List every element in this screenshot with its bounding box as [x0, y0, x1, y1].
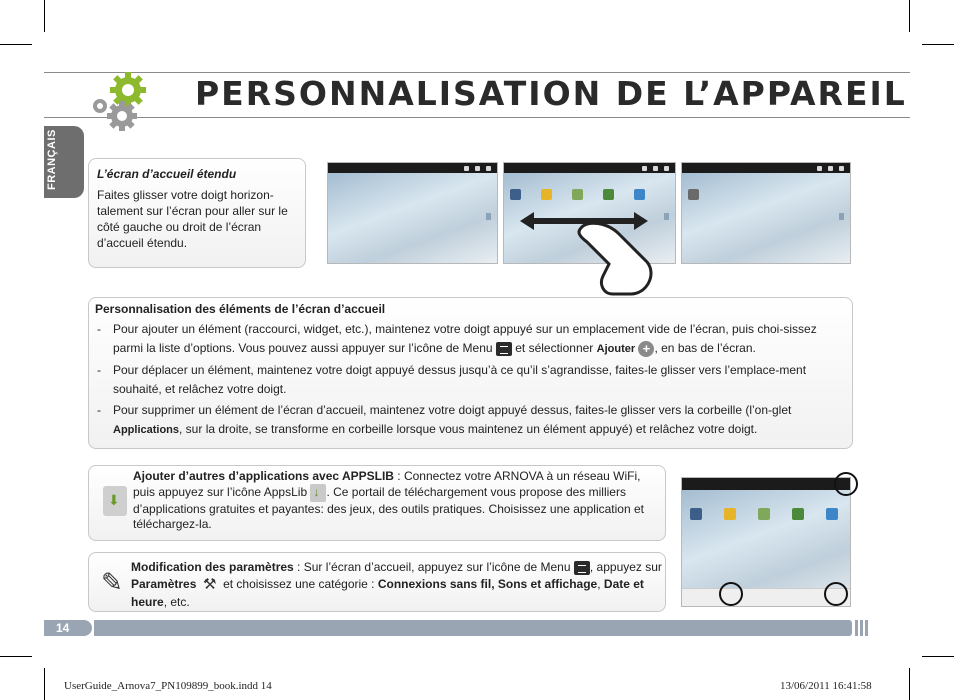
screenshot-left-home: [327, 162, 498, 264]
extended-home-text: Faites glisser votre doigt horizon-talement sur l’écran pour aller sur le côté gauche ou droit de l’écran d’accueil étendu.: [97, 188, 288, 250]
crop-mark: [909, 0, 910, 32]
crop-mark: [44, 0, 45, 32]
crop-mark: [922, 44, 954, 45]
settings-box: [88, 552, 666, 612]
highlight-circle: [719, 582, 743, 606]
crop-mark: [909, 668, 910, 700]
customize-home-box: [88, 297, 853, 449]
menu-icon: [496, 342, 512, 356]
customize-heading: Personnalisation des éléments de l’écran d’accueil: [95, 302, 386, 316]
language-tab: [44, 126, 84, 198]
settings-text-b: , appuyez sur: [589, 560, 662, 574]
finger-icon: [573, 218, 655, 298]
crop-mark: [0, 44, 32, 45]
page-title: PERSONNALISATION DE L’APPAREIL: [195, 74, 907, 113]
highlight-circle: [824, 582, 848, 606]
appslib-icon: [310, 484, 326, 502]
appslib-bold: Ajouter d’autres d’applications avec APPSLIB: [133, 469, 394, 483]
list-item-text: , en bas de l’écran.: [654, 341, 756, 355]
settings-bold4: Date et heure: [131, 577, 644, 609]
slug-left: UserGuide_Arnova7_PN109899_book.indd 14: [64, 680, 272, 692]
settings-icon: ⚒: [203, 576, 217, 593]
screenshot-right-home: [681, 162, 851, 264]
crop-mark: [0, 656, 32, 657]
appslib-text-a: : Connectez votre ARNOVA à un réseau WiFi, puis appuyez sur l’icône AppsLib: [133, 469, 641, 500]
settings-text-d: , etc.: [163, 595, 190, 609]
appslib-text-b: . Ce portail de téléchargement vous propose des milliers d’applications gratuites et payantes: des jeux, des outils pratiques. Choisissez une application et téléchargez-la.: [133, 485, 644, 531]
list-item-text: et sélectionner: [515, 341, 594, 355]
footer-bar: [94, 620, 852, 636]
tools-icon: ✎: [101, 567, 123, 597]
settings-bold: Modification des paramètres: [131, 560, 294, 574]
applications-label: Applications: [113, 424, 180, 436]
appslib-text: [133, 469, 665, 532]
settings-bold3: Connexions sans fil, Sons et affichage: [377, 577, 598, 592]
list-item-text: Pour ajouter un élément (raccourci, widget, etc.), maintenez votre doigt appuyé sur un emplacement vide de l’écran, puis choi-sissez parmi la liste d’options. Vous pouvez aussi appuyer sur l’icône de Menu: [113, 322, 817, 355]
customize-list: [97, 320, 839, 442]
settings-text-c: et choisissez une catégorie :: [223, 577, 378, 592]
list-item: [97, 320, 839, 359]
extended-home-box: [88, 158, 306, 268]
list-item-text: Pour supprimer un élément de l’écran d’accueil, maintenez votre doigt appuyé dessus, faites-le glisser vers la corbeille (l’on-glet: [113, 403, 792, 417]
settings-text-a: : Sur l’écran d’accueil, appuyez sur l’icône de Menu: [293, 560, 571, 574]
crop-mark: [44, 668, 45, 700]
add-label: Ajouter: [596, 343, 636, 355]
settings-sep: ,: [597, 577, 604, 592]
add-icon: +: [638, 341, 654, 357]
appslib-store-icon: [103, 486, 127, 516]
footer-decoration: [855, 620, 868, 636]
appslib-box: [88, 465, 666, 541]
list-item-text: Pour déplacer un élément, maintenez votre doigt appuyé dessus jusqu’à ce qu’il s’agrandisse, faites-le glisser vers l’emplace-ment souhaité, et relâchez votre doigt.: [113, 363, 807, 396]
list-item: [97, 401, 839, 440]
slug-right: 13/06/2011 16:41:58: [780, 680, 872, 692]
list-item: [97, 361, 839, 399]
gears-icon: [76, 68, 156, 138]
page-number: 14: [44, 620, 92, 636]
list-item-text: , sur la droite, se transforme en corbeille lorsque vous maintenez un élément appuyé) et relâchez votre doigt.: [179, 422, 758, 436]
crop-mark: [922, 656, 954, 657]
extended-home-heading: L’écran d’accueil étendu: [97, 167, 237, 181]
settings-bold2: Paramètres: [131, 577, 197, 592]
menu-icon: [574, 561, 590, 575]
highlight-circle: [834, 472, 858, 496]
language-tab-label: FRANÇAIS: [46, 129, 58, 190]
header-rule-top: [44, 72, 910, 73]
settings-text: [131, 559, 663, 611]
header-rule-bottom: [44, 117, 910, 118]
